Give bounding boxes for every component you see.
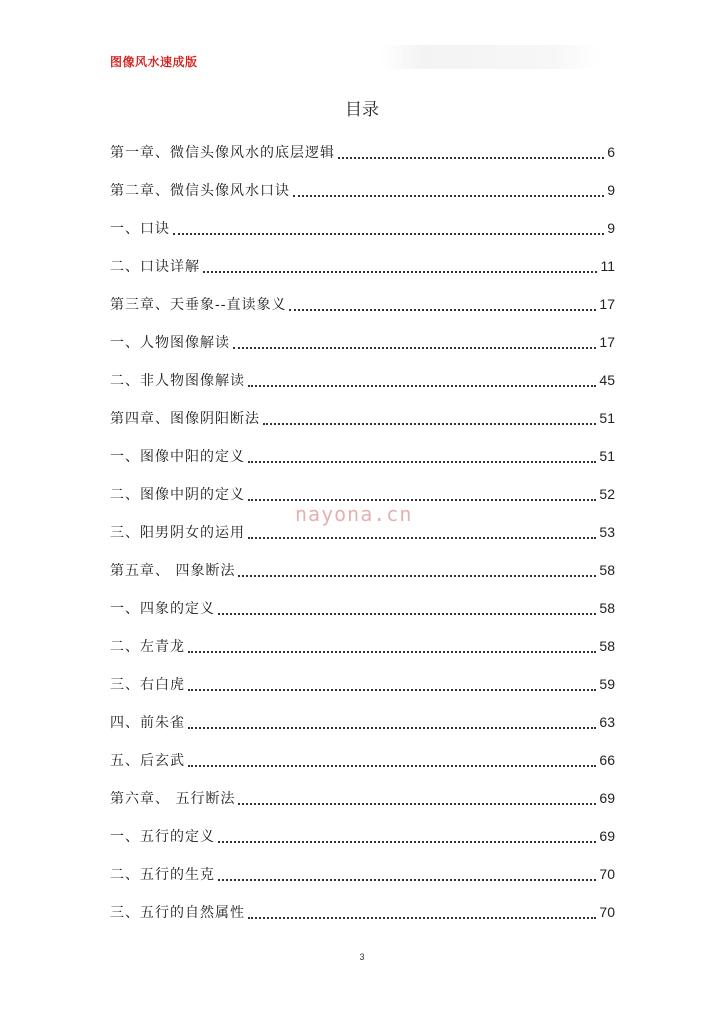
toc-entry[interactable] — [110, 171, 615, 209]
toc-entry-label: 三、阳男阴女的运用 — [110, 525, 245, 541]
toc-entry-label: 三、右白虎 — [110, 677, 185, 693]
toc-entry-page: 69 — [599, 790, 615, 806]
toc-dot-leader — [173, 233, 604, 235]
toc-entry-page: 51 — [599, 410, 615, 426]
toc-entry-label: 第六章、 五行断法 — [110, 791, 236, 807]
toc-entry-label: 二、图像中阴的定义 — [110, 487, 245, 503]
toc-dot-leader — [238, 575, 596, 577]
toc-entry-page: 52 — [599, 486, 615, 502]
toc-entry-page: 6 — [607, 144, 615, 160]
toc-dot-leader — [188, 689, 596, 691]
header-blurred-area — [380, 45, 600, 69]
toc-dot-leader — [289, 309, 596, 311]
toc-entry-page: 69 — [599, 828, 615, 844]
toc-entry-page: 66 — [599, 752, 615, 768]
toc-entry-page: 9 — [607, 220, 615, 236]
toc-entry-label: 一、图像中阳的定义 — [110, 449, 245, 465]
toc-entry-label: 二、左青龙 — [110, 639, 185, 655]
toc-entry-page: 53 — [599, 524, 615, 540]
toc-entry[interactable] — [110, 361, 615, 399]
toc-entry-page: 45 — [599, 372, 615, 388]
toc-dot-leader — [238, 803, 596, 805]
toc-entry[interactable] — [110, 551, 615, 589]
toc-entry-page: 51 — [599, 448, 615, 464]
toc-entry-label: 一、口诀 — [110, 221, 170, 237]
toc-entry[interactable] — [110, 703, 615, 741]
table-of-contents — [110, 133, 615, 931]
toc-entry[interactable] — [110, 209, 615, 247]
toc-entry-label: 一、四象的定义 — [110, 601, 215, 617]
toc-entry-label: 第五章、 四象断法 — [110, 563, 236, 579]
toc-dot-leader — [188, 651, 596, 653]
toc-entry-page: 17 — [599, 334, 615, 350]
toc-dot-leader — [218, 879, 596, 881]
toc-entry-page: 17 — [599, 296, 615, 312]
toc-entry-page: 70 — [599, 866, 615, 882]
toc-entry-label: 四、前朱雀 — [110, 715, 185, 731]
toc-dot-leader — [248, 499, 596, 501]
toc-entry-page: 58 — [599, 600, 615, 616]
toc-entry-label: 第一章、微信头像风水的底层逻辑 — [110, 145, 335, 161]
toc-entry[interactable] — [110, 665, 615, 703]
toc-dot-leader — [203, 271, 597, 273]
toc-entry-page: 58 — [599, 638, 615, 654]
toc-dot-leader — [188, 727, 596, 729]
toc-entry-page: 9 — [607, 182, 615, 198]
toc-entry-label: 五、后玄武 — [110, 753, 185, 769]
toc-entry[interactable] — [110, 893, 615, 931]
toc-dot-leader — [263, 423, 596, 425]
toc-entry[interactable] — [110, 855, 615, 893]
toc-dot-leader — [338, 157, 604, 159]
toc-entry-label: 二、非人物图像解读 — [110, 373, 245, 389]
toc-dot-leader — [188, 765, 596, 767]
toc-entry[interactable] — [110, 285, 615, 323]
toc-entry-page: 70 — [599, 904, 615, 920]
toc-title: 目录 — [345, 100, 379, 120]
toc-entry[interactable] — [110, 323, 615, 361]
toc-dot-leader — [248, 917, 596, 919]
toc-entry-label: 第三章、天垂象--直读象义 — [110, 297, 287, 313]
toc-entry[interactable] — [110, 627, 615, 665]
toc-entry-label: 一、人物图像解读 — [110, 335, 230, 351]
toc-entry[interactable] — [110, 133, 615, 171]
toc-entry-page: 58 — [599, 562, 615, 578]
toc-dot-leader — [248, 537, 596, 539]
page-number: 3 — [359, 952, 365, 962]
toc-dot-leader — [218, 841, 596, 843]
toc-entry-label: 一、五行的定义 — [110, 829, 215, 845]
toc-dot-leader — [233, 347, 596, 349]
toc-entry[interactable] — [110, 589, 615, 627]
toc-entry[interactable] — [110, 741, 615, 779]
toc-dot-leader — [248, 461, 596, 463]
toc-dot-leader — [293, 195, 604, 197]
toc-entry[interactable] — [110, 247, 615, 285]
toc-entry[interactable] — [110, 817, 615, 855]
toc-dot-leader — [218, 613, 596, 615]
toc-entry[interactable] — [110, 779, 615, 817]
toc-entry-page: 59 — [599, 676, 615, 692]
toc-entry-page: 11 — [600, 258, 615, 274]
toc-entry-label: 二、口诀详解 — [110, 259, 200, 275]
toc-entry[interactable] — [110, 437, 615, 475]
toc-entry-page: 63 — [599, 714, 615, 730]
toc-entry[interactable] — [110, 399, 615, 437]
toc-entry-label: 第二章、微信头像风水口诀 — [110, 183, 290, 199]
document-header-title: 图像风水速成版 — [110, 55, 198, 69]
watermark-text: nayona.cn — [295, 502, 413, 526]
toc-entry-label: 二、五行的生克 — [110, 867, 215, 883]
toc-entry-label: 第四章、图像阴阳断法 — [110, 411, 260, 427]
toc-dot-leader — [248, 385, 596, 387]
toc-entry-label: 三、五行的自然属性 — [110, 905, 245, 921]
